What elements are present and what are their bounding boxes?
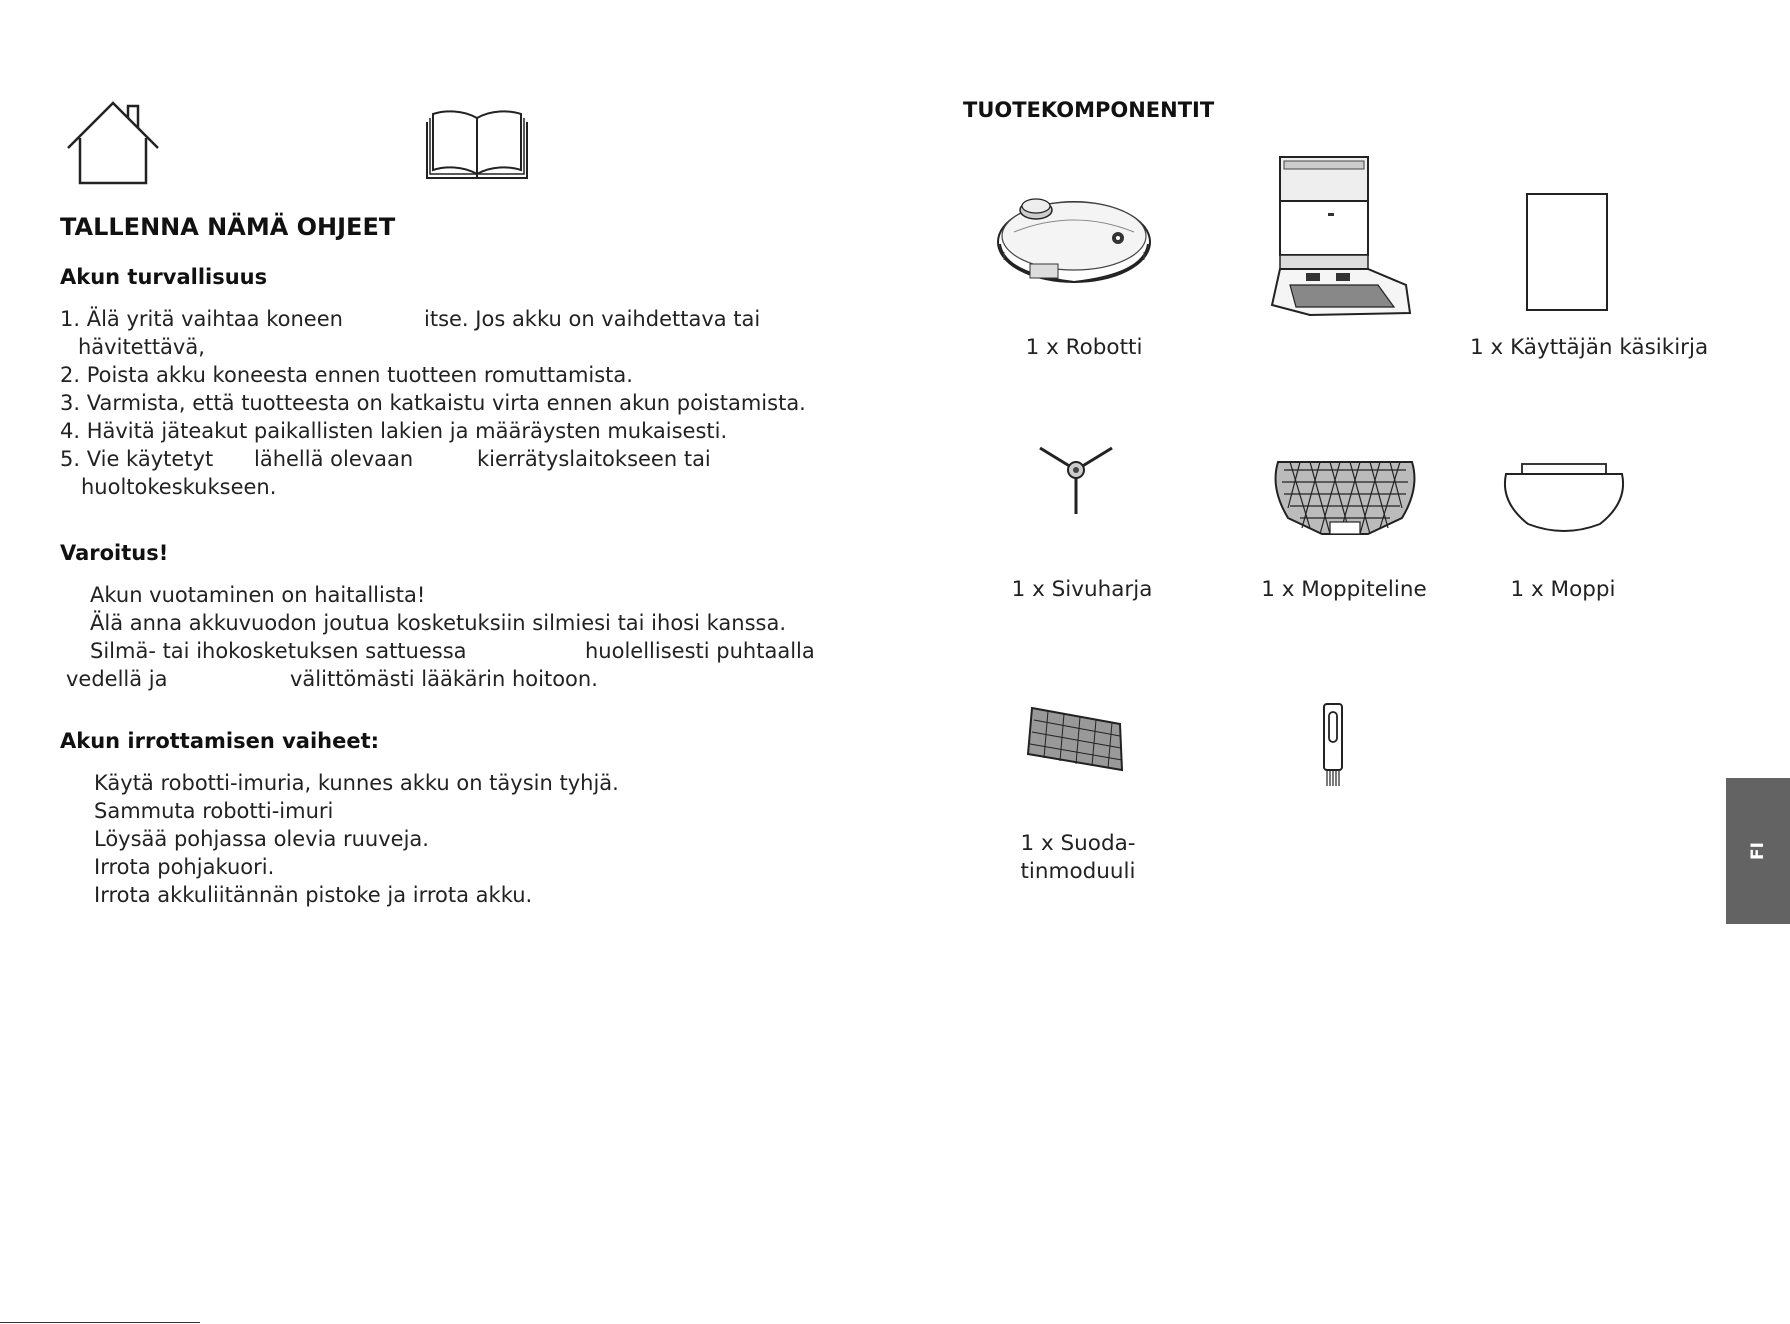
language-tab-label: FI	[1748, 842, 1768, 860]
safety-item-5a: 5. Vie käytetyt	[60, 447, 214, 471]
removal-step-5: Irrota akkuliitännän pistoke ja irrota akku.	[94, 883, 533, 907]
removal-step-1: Käytä robotti-imuria, kunnes akku on täysin tyhjä.	[94, 771, 619, 795]
removal-steps-heading: Akun irrottamisen vaiheet:	[60, 729, 380, 753]
warning-line-1: Akun vuotaminen on haitallista!	[90, 583, 426, 607]
manual-image	[1525, 192, 1609, 312]
robot-caption: 1 x Robotti	[1025, 335, 1143, 360]
mop-holder-image	[1270, 458, 1420, 538]
warning-line-2: Älä anna akkuvuodon joutua kosketuksiin silmiesi tai ihosi kanssa.	[90, 611, 787, 635]
safety-item-1b: itse. Jos akku on vaihdettava tai	[424, 307, 761, 331]
house-icon	[66, 100, 160, 186]
components-heading: TUOTEKOMPONENTIT	[963, 98, 1215, 122]
warning-line-3a: Silmä- tai ihokosketuksen sattuessa	[90, 639, 467, 663]
safety-item-4: 4. Hävitä jäteakut paikallisten lakien ja määräysten mukaisesti.	[60, 419, 728, 443]
safety-item-5c: kierrätyslaitokseen tai	[477, 447, 711, 471]
removal-step-3: Löysää pohjassa olevia ruuveja.	[94, 827, 429, 851]
mop-image	[1500, 462, 1628, 534]
mop-caption: 1 x Moppi	[1510, 577, 1616, 602]
language-tab	[1726, 778, 1790, 924]
side-brush-caption: 1 x Sivuharja	[1011, 577, 1153, 602]
warning-heading: Varoitus!	[60, 541, 169, 565]
warning-line-3b: huolellisesti puhtaalla	[585, 639, 815, 663]
filter-caption-line1: 1 x Suoda-	[1020, 831, 1136, 856]
removal-step-2: Sammuta robotti-imuri	[94, 799, 334, 823]
battery-safety-heading: Akun turvallisuus	[60, 265, 268, 289]
side-brush-image	[1036, 444, 1116, 516]
safety-item-5b: lähellä olevaan	[254, 447, 414, 471]
warning-line-4a: vedellä ja	[66, 667, 168, 691]
filter-caption-line2: tinmoduuli	[1020, 859, 1136, 884]
mop-holder-caption: 1 x Moppiteline	[1261, 577, 1427, 602]
open-book-icon	[423, 106, 531, 182]
safety-item-5d: huoltokeskukseen.	[81, 475, 277, 499]
removal-step-4: Irrota pohjakuori.	[94, 855, 275, 879]
safety-item-3: 3. Varmista, että tuotteesta on katkaistu virta ennen akun poistamista.	[60, 391, 806, 415]
safety-item-1c: hävitettävä,	[78, 335, 205, 359]
dock-station-image	[1270, 155, 1414, 320]
manual-caption: 1 x Käyttäjän käsikirja	[1470, 335, 1709, 360]
safety-item-1a: 1. Älä yritä vaihtaa koneen	[60, 307, 343, 331]
robot-image	[994, 190, 1154, 290]
safety-item-2: 2. Poista akku koneesta ennen tuotteen romuttamista.	[60, 363, 633, 387]
filter-module-image	[1026, 704, 1126, 774]
warning-line-4b: välittömästi lääkärin hoitoon.	[290, 667, 598, 691]
footnote-rule	[0, 1322, 200, 1323]
cleaning-tool-image	[1321, 702, 1345, 788]
save-instructions-heading: TALLENNA NÄMÄ OHJEET	[60, 213, 396, 241]
